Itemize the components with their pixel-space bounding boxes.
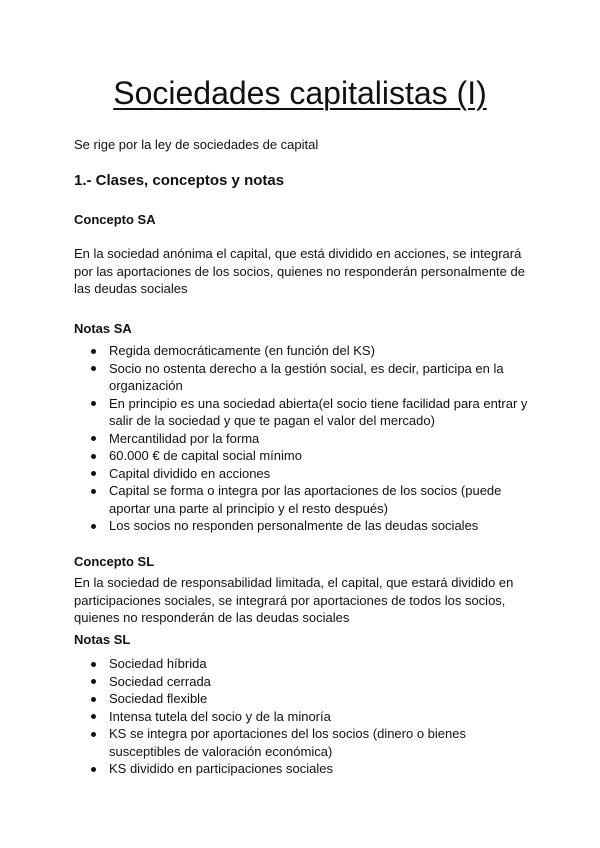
page-title: Sociedades capitalistas (I): [113, 75, 487, 111]
list-item: Socio no ostenta derecho a la gestión social, es decir, participa en la organización: [74, 360, 534, 395]
paragraph-concepto-sl: En la sociedad de responsabilidad limitada, el capital, que estará dividido en participaciones sociales, se integrará por aportaciones de todos los socios, quienes no responderán de las deudas sociales: [74, 575, 514, 625]
paragraph-concepto-sa: En la sociedad anónima el capital, que está dividido en acciones, se integrará por las aportaciones de los socios, quienes no responderán personalmente de las deudas sociales: [74, 246, 525, 296]
list-item: En principio es una sociedad abierta(el socio tiene facilidad para entrar y salir de la sociedad y que te pagan el valor del mercado): [74, 395, 534, 430]
heading-notas-sl: Notas SL: [74, 632, 131, 647]
list-notas-sl: [74, 655, 534, 778]
list-item: Sociedad cerrada: [74, 673, 534, 691]
heading-notas-sa: Notas SA: [74, 321, 132, 336]
list-item: Capital dividido en acciones: [74, 465, 534, 483]
list-item: 60.000 € de capital social mínimo: [74, 447, 534, 465]
list-item: Intensa tutela del socio y de la minoría: [74, 708, 534, 726]
heading-concepto-sa: Concepto SA: [74, 212, 156, 227]
list-item: Los socios no responden personalmente de las deudas sociales: [74, 517, 534, 535]
section-heading-clases: 1.- Clases, conceptos y notas: [74, 172, 285, 189]
list-item: Regida democráticamente (en función del KS): [74, 342, 534, 360]
list-item: Sociedad flexible: [74, 690, 534, 708]
list-item: Mercantilidad por la forma: [74, 430, 534, 448]
list-item: Capital se forma o integra por las aportaciones de los socios (puede aportar una parte al principio y el resto después): [74, 482, 534, 517]
list-item: Sociedad híbrida: [74, 655, 534, 673]
list-item: KS se integra por aportaciones del los socios (dinero o bienes susceptibles de valoración económica): [74, 725, 534, 760]
intro-text: Se rige por la ley de sociedades de capital: [74, 137, 319, 152]
list-item: KS dividido en participaciones sociales: [74, 760, 534, 778]
list-notas-sa: [74, 342, 534, 535]
heading-concepto-sl: Concepto SL: [74, 554, 155, 569]
